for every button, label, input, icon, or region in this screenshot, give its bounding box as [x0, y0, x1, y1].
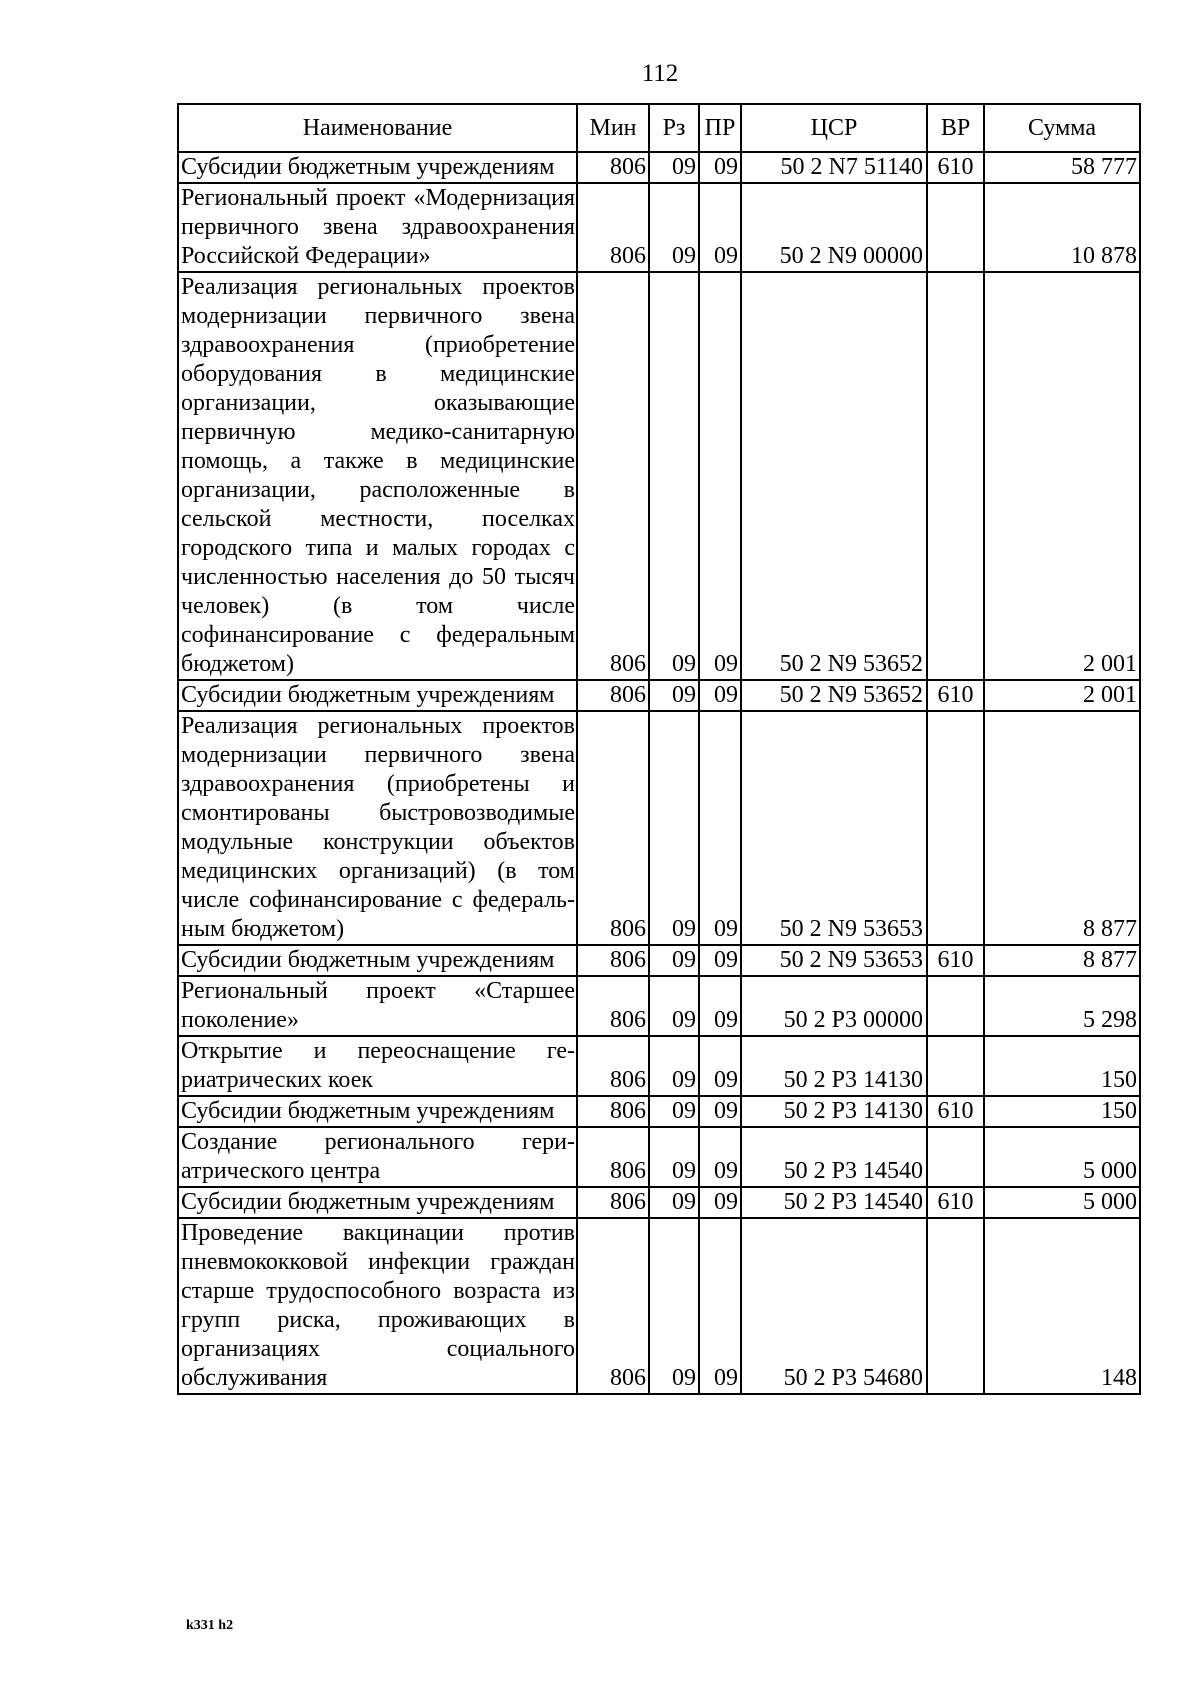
cell-rz: 09: [649, 1036, 699, 1096]
cell-sum: 5 298: [984, 976, 1140, 1036]
cell-vr: 610: [927, 1096, 984, 1127]
table-header-row: [178, 104, 1140, 152]
cell-vr: [927, 1127, 984, 1187]
cell-name: Субсидии бюджетным учреждениям: [178, 1187, 577, 1218]
cell-rz: 09: [649, 183, 699, 272]
cell-vr: [927, 183, 984, 272]
header-csr: ЦСР: [741, 104, 927, 152]
header-vr: ВР: [927, 104, 984, 152]
cell-rz: 09: [649, 1096, 699, 1127]
table-row: [178, 945, 1140, 976]
cell-sum: 150: [984, 1096, 1140, 1127]
cell-name: Проведение вакцинации против пневмококковой инфекции граждан старше трудоспособного возраста из групп риска, проживающих в организациях социального обслуживания: [178, 1218, 577, 1394]
cell-name: Региональный проект «Старшее поколение»: [178, 976, 577, 1036]
cell-min: 806: [577, 680, 649, 711]
cell-csr: 50 2 N9 53653: [741, 945, 927, 976]
cell-sum: 2 001: [984, 272, 1140, 680]
header-min: Мин: [577, 104, 649, 152]
cell-min: 806: [577, 272, 649, 680]
table-row: [178, 272, 1140, 680]
header-sum: Сумма: [984, 104, 1140, 152]
cell-pr: 09: [699, 152, 741, 183]
cell-csr: 50 2 P3 14130: [741, 1096, 927, 1127]
cell-pr: 09: [699, 711, 741, 945]
cell-min: 806: [577, 152, 649, 183]
cell-pr: 09: [699, 272, 741, 680]
cell-min: 806: [577, 183, 649, 272]
cell-rz: 09: [649, 272, 699, 680]
cell-vr: [927, 1036, 984, 1096]
table-row: [178, 1127, 1140, 1187]
cell-csr: 50 2 N9 53652: [741, 272, 927, 680]
cell-csr: 50 2 N7 51140: [741, 152, 927, 183]
cell-sum: 148: [984, 1218, 1140, 1394]
cell-csr: 50 2 P3 14540: [741, 1187, 927, 1218]
cell-csr: 50 2 N9 53653: [741, 711, 927, 945]
cell-vr: [927, 1218, 984, 1394]
cell-sum: 2 001: [984, 680, 1140, 711]
table-row: [178, 183, 1140, 272]
cell-sum: 5 000: [984, 1187, 1140, 1218]
table-row: [178, 1096, 1140, 1127]
cell-vr: [927, 272, 984, 680]
cell-sum: 8 877: [984, 711, 1140, 945]
cell-min: 806: [577, 711, 649, 945]
cell-pr: 09: [699, 1187, 741, 1218]
cell-sum: 8 877: [984, 945, 1140, 976]
cell-csr: 50 2 N9 53652: [741, 680, 927, 711]
table-row: [178, 1187, 1140, 1218]
cell-csr: 50 2 P3 14540: [741, 1127, 927, 1187]
cell-csr: 50 2 P3 54680: [741, 1218, 927, 1394]
cell-pr: 09: [699, 680, 741, 711]
cell-pr: 09: [699, 1218, 741, 1394]
cell-vr: 610: [927, 152, 984, 183]
cell-pr: 09: [699, 976, 741, 1036]
page-number: 112: [641, 60, 679, 87]
table-row: [178, 1036, 1140, 1096]
cell-sum: 10 878: [984, 183, 1140, 272]
cell-vr: 610: [927, 680, 984, 711]
cell-rz: 09: [649, 680, 699, 711]
document-code: k331 h2: [186, 1618, 234, 1633]
table-row: [178, 680, 1140, 711]
table-row: [178, 152, 1140, 183]
table-row: [178, 1218, 1140, 1394]
budget-table: [177, 103, 1141, 1395]
table-row: [178, 976, 1140, 1036]
cell-name: Субсидии бюджетным учреждениям: [178, 1096, 577, 1127]
header-rz: Рз: [649, 104, 699, 152]
header-name: Наименование: [178, 104, 577, 152]
cell-min: 806: [577, 1127, 649, 1187]
cell-min: 806: [577, 945, 649, 976]
cell-rz: 09: [649, 1218, 699, 1394]
cell-vr: [927, 711, 984, 945]
cell-name: Региональный проект «Модернизация первичного звена здравоохранения Российской Федерации»: [178, 183, 577, 272]
cell-rz: 09: [649, 1187, 699, 1218]
cell-min: 806: [577, 1096, 649, 1127]
cell-csr: 50 2 N9 00000: [741, 183, 927, 272]
cell-sum: 58 777: [984, 152, 1140, 183]
cell-rz: 09: [649, 152, 699, 183]
cell-min: 806: [577, 1218, 649, 1394]
cell-name: Субсидии бюджетным учреждениям: [178, 945, 577, 976]
cell-rz: 09: [649, 945, 699, 976]
cell-pr: 09: [699, 1096, 741, 1127]
cell-min: 806: [577, 1036, 649, 1096]
cell-pr: 09: [699, 945, 741, 976]
cell-sum: 5 000: [984, 1127, 1140, 1187]
cell-min: 806: [577, 976, 649, 1036]
cell-csr: 50 2 P3 14130: [741, 1036, 927, 1096]
cell-vr: 610: [927, 1187, 984, 1218]
cell-vr: [927, 976, 984, 1036]
header-pr: ПР: [699, 104, 741, 152]
cell-pr: 09: [699, 183, 741, 272]
table-row: [178, 711, 1140, 945]
cell-name: Открытие и переоснащение гериатрических коек: [178, 1036, 577, 1096]
cell-min: 806: [577, 1187, 649, 1218]
cell-name: Реализация региональных проектов модернизации первичного звена здравоохранения (приобретение оборудования в медицинские организации, оказывающие первичную медико-санитарную помощь, а также в медицинские организации, расположенные в сельской местности, поселках городского типа и малых городах с численностью населения до 50 тысяч человек) (в том числе софинансирование с федеральным бюджетом): [178, 272, 577, 680]
cell-vr: 610: [927, 945, 984, 976]
cell-name: Субсидии бюджетным учреждениям: [178, 152, 577, 183]
cell-pr: 09: [699, 1036, 741, 1096]
cell-rz: 09: [649, 976, 699, 1036]
cell-name: Субсидии бюджетным учреждениям: [178, 680, 577, 711]
cell-rz: 09: [649, 711, 699, 945]
cell-rz: 09: [649, 1127, 699, 1187]
cell-pr: 09: [699, 1127, 741, 1187]
cell-sum: 150: [984, 1036, 1140, 1096]
cell-name: Реализация региональных проектов модернизации первичного звена здравоохранения (приобретены и смонтированы быстровозводимые модульные конструкции объектов медицинских организаций) (в том числе софинансирование с федеральным бюджетом): [178, 711, 577, 945]
cell-csr: 50 2 P3 00000: [741, 976, 927, 1036]
cell-name: Создание регионального гериатрического центра: [178, 1127, 577, 1187]
